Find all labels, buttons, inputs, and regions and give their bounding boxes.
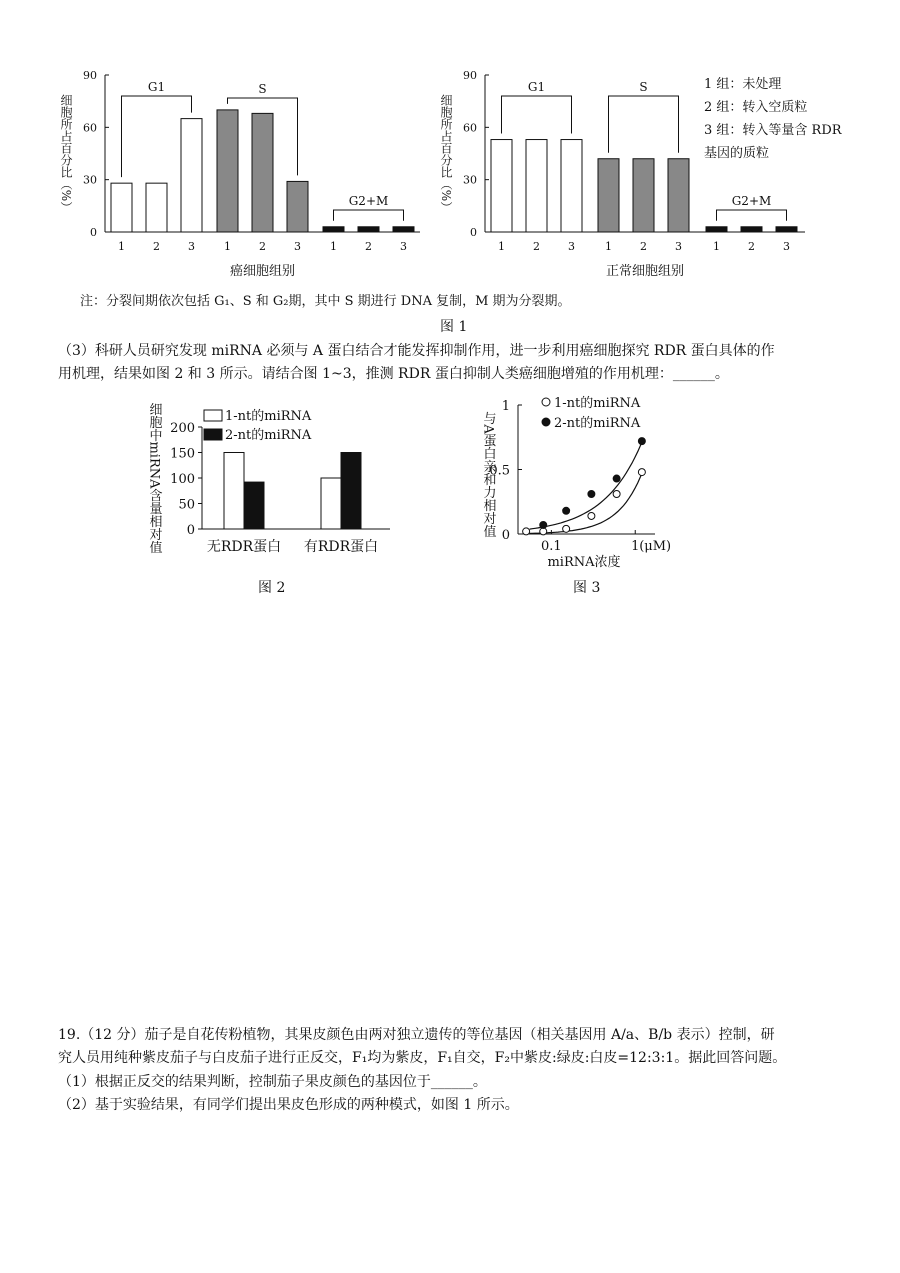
legend-marker bbox=[542, 398, 550, 406]
y-tick-label: 0.5 bbox=[489, 463, 510, 479]
legend-label: 2-nt的miRNA bbox=[225, 428, 312, 443]
group-label: G1 bbox=[147, 80, 166, 94]
x-tick-label: 1 bbox=[224, 240, 231, 253]
bar bbox=[217, 110, 238, 232]
legend-item: 3 组：转入等量含 RDR bbox=[704, 123, 842, 138]
group-label: S bbox=[258, 82, 267, 96]
group-label: G1 bbox=[527, 80, 546, 94]
y-tick-label: 0 bbox=[90, 226, 97, 239]
bar bbox=[341, 453, 361, 530]
question19-line3: （1）根据正反交的结果判断，控制茄子果皮颜色的基因位于______。 bbox=[58, 1074, 487, 1090]
data-point bbox=[638, 438, 645, 445]
x-tick-label: 2 bbox=[259, 240, 266, 253]
data-point bbox=[540, 521, 547, 528]
data-point bbox=[563, 525, 570, 532]
data-point bbox=[613, 475, 620, 482]
data-point bbox=[588, 491, 595, 498]
y-tick-label: 0 bbox=[470, 226, 477, 239]
bar bbox=[146, 183, 167, 232]
y-axis-label: 细胞所占百分比（%） bbox=[439, 93, 453, 214]
legend-label: 1-nt的miRNA bbox=[225, 409, 312, 424]
x-tick-label: 3 bbox=[188, 240, 195, 253]
y-tick-label: 100 bbox=[170, 472, 195, 487]
y-tick-label: 150 bbox=[170, 446, 195, 462]
question19-line1: 19.（12 分）茄子是自花传粉植物，其果皮颜色由两对独立遗传的等位基因（相关基因用 A/a、B/b 表示）控制，研 bbox=[58, 1027, 775, 1043]
x-axis-label: 癌细胞组别 bbox=[229, 264, 296, 279]
x-tick-label: 3 bbox=[400, 240, 407, 253]
x-unit-label: (μM) bbox=[639, 539, 672, 554]
bracket bbox=[502, 96, 572, 134]
x-tick-label: 0.1 bbox=[541, 539, 562, 554]
y-axis-label: 细胞所占百分比（%） bbox=[59, 93, 73, 214]
x-tick-label: 3 bbox=[675, 240, 682, 253]
x-tick-label: 1 bbox=[631, 539, 640, 554]
x-tick-label: 1 bbox=[330, 240, 337, 253]
x-tick-label: 1 bbox=[605, 240, 612, 253]
bar bbox=[111, 183, 132, 232]
y-tick-label: 60 bbox=[463, 121, 477, 135]
data-point bbox=[588, 512, 595, 519]
x-axis-label: 正常细胞组别 bbox=[605, 264, 685, 279]
data-point bbox=[638, 469, 645, 476]
data-point bbox=[563, 507, 570, 514]
bracket bbox=[609, 96, 679, 153]
bar bbox=[287, 181, 308, 232]
question19-line2: 究人员用纯种紫皮茄子与白皮茄子进行正反交，F₁均为紫皮，F₁自交，F₂中紫皮:绿皮:白皮=12:3:1。据此回答问题。 bbox=[58, 1050, 787, 1066]
y-tick-label: 60 bbox=[83, 121, 97, 135]
group-label: S bbox=[639, 80, 648, 94]
x-tick-label: 3 bbox=[783, 240, 790, 253]
question3-line1: （3）科研人员研究发现 miRNA 必须与 A 蛋白结合才能发挥抑制作用，进一步利用癌细胞探究 RDR 蛋白具体的作 bbox=[58, 343, 775, 359]
bar bbox=[181, 119, 202, 232]
data-point bbox=[523, 528, 530, 535]
legend-item: 1 组：未处理 bbox=[704, 77, 782, 92]
bar bbox=[598, 159, 619, 232]
figure2-chart bbox=[140, 400, 400, 565]
x-tick-label: 3 bbox=[294, 240, 301, 253]
y-tick-label: 30 bbox=[463, 173, 477, 187]
fit-curve bbox=[530, 439, 644, 530]
figure2-caption: 图 2 bbox=[258, 580, 286, 596]
figure1-caption: 图 1 bbox=[440, 319, 468, 335]
bar bbox=[358, 227, 379, 232]
x-tick-label: 2 bbox=[640, 240, 647, 253]
legend-label: 2-nt的miRNA bbox=[554, 416, 641, 431]
y-axis-label: 与A蛋白亲和力相对值 bbox=[480, 411, 496, 538]
bar bbox=[633, 159, 654, 232]
bar bbox=[321, 478, 341, 529]
legend-label: 1-nt的miRNA bbox=[554, 396, 641, 411]
y-tick-label: 90 bbox=[83, 69, 97, 82]
x-axis-label: miRNA浓度 bbox=[547, 555, 621, 570]
question19-line4: （2）基于实验结果，有同学们提出果皮色形成的两种模式，如图 1 所示。 bbox=[58, 1097, 519, 1113]
figure1-note: 注：分裂间期依次包括 G₁、S 和 G₂期，其中 S 期进行 DNA 复制，M 期为分裂期。 bbox=[80, 294, 571, 309]
y-tick-label: 50 bbox=[178, 497, 195, 513]
bar bbox=[561, 140, 582, 232]
y-tick-label: 1 bbox=[501, 399, 510, 414]
x-tick-label: 2 bbox=[748, 240, 755, 253]
legend-marker bbox=[542, 418, 550, 426]
y-tick-label: 0 bbox=[501, 528, 510, 543]
question3-line2: 用机理，结果如图 2 和 3 所示。请结合图 1~3，推测 RDR 蛋白抑制人类癌细胞增殖的作用机理：______。 bbox=[58, 366, 729, 382]
bar bbox=[776, 227, 797, 232]
data-point bbox=[613, 491, 620, 498]
bar bbox=[244, 482, 264, 529]
x-tick-label: 1 bbox=[713, 240, 720, 253]
bar bbox=[323, 227, 344, 232]
figure1-legend bbox=[704, 73, 842, 165]
bar bbox=[706, 227, 727, 232]
x-tick-label: 2 bbox=[153, 240, 160, 253]
x-tick-label: 2 bbox=[533, 240, 540, 253]
y-tick-label: 200 bbox=[170, 421, 195, 436]
bar bbox=[224, 453, 244, 530]
x-tick-label: 3 bbox=[568, 240, 575, 253]
bar bbox=[393, 227, 414, 232]
legend-item: 基因的质粒 bbox=[704, 146, 770, 161]
legend-item: 2 组：转入空质粒 bbox=[704, 100, 808, 115]
x-tick-label: 1 bbox=[118, 240, 125, 253]
bar bbox=[491, 140, 512, 232]
bracket bbox=[717, 210, 787, 221]
bracket bbox=[334, 210, 404, 221]
bar bbox=[252, 113, 273, 232]
bar bbox=[741, 227, 762, 232]
figure1-cancer-chart bbox=[50, 60, 430, 285]
figure3-caption: 图 3 bbox=[573, 580, 601, 596]
y-tick-label: 90 bbox=[463, 69, 477, 82]
y-tick-label: 30 bbox=[83, 173, 97, 187]
legend-swatch bbox=[204, 410, 222, 421]
x-tick-label: 有RDR蛋白 bbox=[303, 539, 379, 555]
x-tick-label: 2 bbox=[365, 240, 372, 253]
figure3-chart bbox=[470, 390, 690, 575]
y-axis-label: 细胞中miRNA含量相对值 bbox=[146, 402, 162, 554]
group-label: G2+M bbox=[348, 194, 389, 208]
bar bbox=[668, 159, 689, 232]
bar bbox=[526, 140, 547, 232]
group-label: G2+M bbox=[731, 194, 772, 208]
x-tick-label: 无RDR蛋白 bbox=[206, 539, 282, 555]
legend-swatch bbox=[204, 429, 222, 440]
y-tick-label: 0 bbox=[186, 523, 195, 538]
x-tick-label: 1 bbox=[498, 240, 505, 253]
